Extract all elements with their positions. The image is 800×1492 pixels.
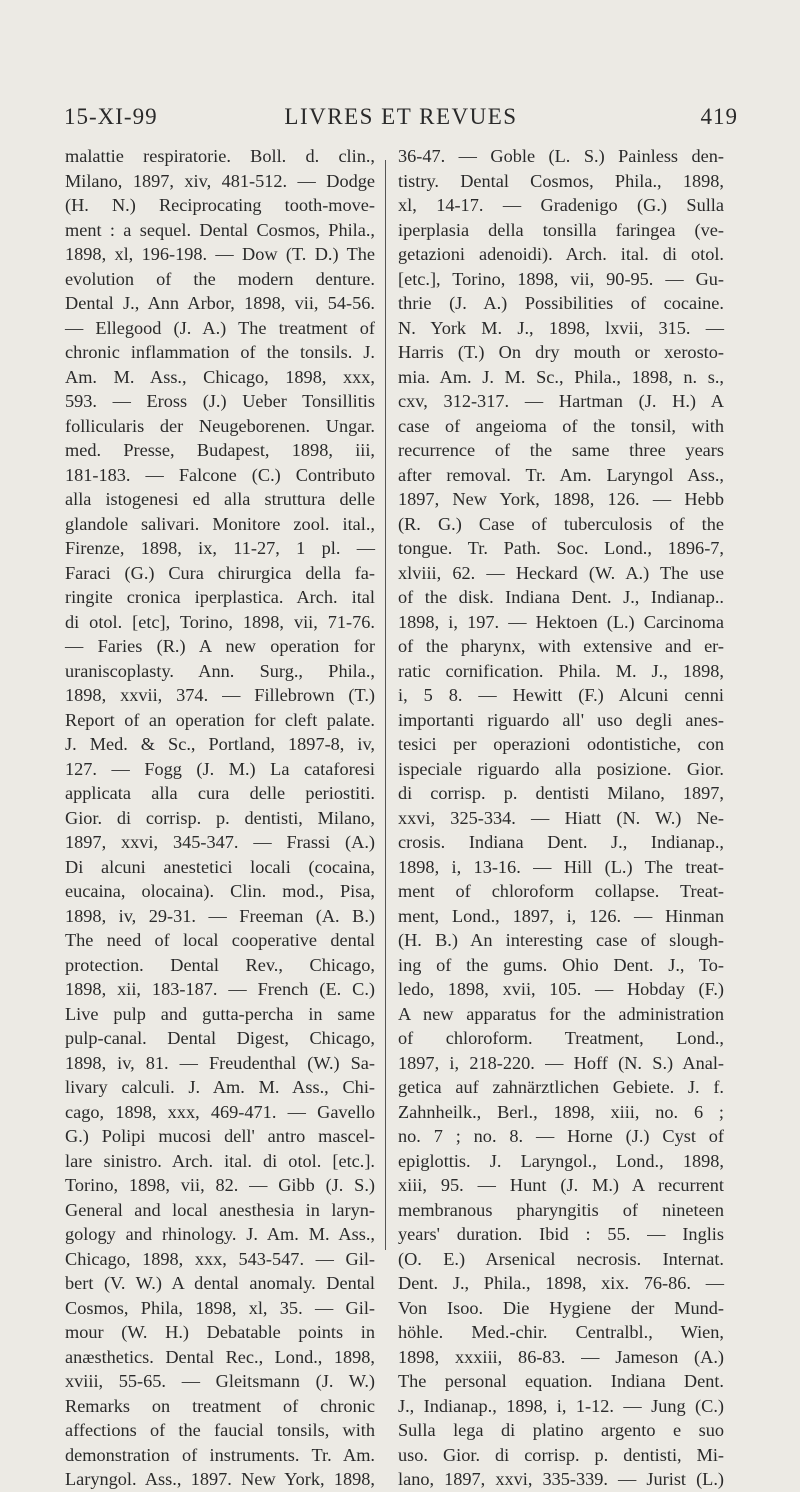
text-line: 127. — Fogg (J. M.) La cataforesi bbox=[65, 758, 375, 779]
text-line: evolution of the modern denture. bbox=[65, 268, 375, 289]
text-line: Firenze, 1898, ix, 11-27, 1 pl. — bbox=[65, 538, 375, 558]
text-line: höhle. Med.-chir. Centralbl., Wien, bbox=[398, 1322, 724, 1342]
text-line: ringite cronica iperplastica. Arch. ital bbox=[65, 587, 375, 607]
text-line: (H. B.) An interesting case of slough- bbox=[398, 930, 724, 950]
text-line: Sulla lega di platino argento e suo bbox=[398, 1420, 724, 1440]
text-line: Von Isoo. Die Hygiene der Mund- bbox=[398, 1297, 724, 1318]
text-line: mour (W. H.) Debatable points in bbox=[65, 1322, 375, 1342]
text-line: 1898, iv, 81. — Freudenthal (W.) Sa- bbox=[65, 1052, 375, 1073]
text-line: ment of chloroform collapse. Treat- bbox=[398, 881, 724, 901]
text-line: recurrence of the same three years bbox=[398, 440, 724, 460]
column-divider bbox=[385, 160, 386, 1250]
text-line: — Faries (R.) A new operation for bbox=[65, 636, 375, 656]
text-line: 1897, i, 218-220. — Hoff (N. S.) Anal- bbox=[398, 1052, 724, 1073]
text-line: malattie respiratorie. Boll. d. clin., bbox=[65, 146, 375, 166]
text-line: 593. — Eross (J.) Ueber Tonsillitis bbox=[65, 391, 375, 411]
text-line: Dent. J., Phila., 1898, xix. 76-86. — bbox=[398, 1273, 724, 1293]
text-line: no. 7 ; no. 8. — Horne (J.) Cyst of bbox=[398, 1126, 724, 1146]
text-line: J. Med. & Sc., Portland, 1897-8, iv, bbox=[65, 734, 375, 754]
text-line: thrie (J. A.) Possibilities of cocaine. bbox=[398, 293, 724, 313]
text-line: ment, Lond., 1897, i, 126. — Hinman bbox=[398, 905, 724, 926]
text-line: cago, 1898, xxx, 469-471. — Gavello bbox=[65, 1101, 375, 1122]
text-line: i, 5 8. — Hewitt (F.) Alcuni cenni bbox=[398, 685, 724, 705]
text-line: Faraci (G.) Cura chirurgica della fa- bbox=[65, 562, 375, 583]
text-line: of the disk. Indiana Dent. J., Indianap.. bbox=[398, 587, 724, 607]
text-line: importanti riguardo all' uso degli anes- bbox=[398, 709, 724, 730]
text-line: anæsthetics. Dental Rec., Lond., 1898, bbox=[65, 1346, 375, 1367]
text-line: lare sinistro. Arch. ital. di otol. [etc.]. bbox=[65, 1150, 375, 1171]
text-line: (R. G.) Case of tuberculosis of the bbox=[398, 513, 724, 534]
left-text-column bbox=[65, 144, 375, 1492]
text-line: tongue. Tr. Path. Soc. Lond., 1896-7, bbox=[398, 538, 724, 558]
text-line: ledo, 1898, xvii, 105. — Hobday (F.) bbox=[398, 979, 724, 999]
text-line: 1898, iv, 29-31. — Freeman (A. B.) bbox=[65, 905, 375, 926]
text-line: xlviii, 62. — Heckard (W. A.) The use bbox=[398, 562, 724, 583]
running-title: LIVRES ET REVUES bbox=[284, 104, 518, 129]
text-line: uraniscoplasty. Ann. Surg., Phila., bbox=[65, 660, 375, 681]
text-line: di corrisp. p. dentisti Milano, 1897, bbox=[398, 783, 724, 803]
text-line: tistry. Dental Cosmos, Phila., 1898, bbox=[398, 170, 724, 191]
text-line: bert (V. W.) A dental anomaly. Dental bbox=[65, 1273, 375, 1293]
text-line: 1897, xxvi, 345-347. — Frassi (A.) bbox=[65, 832, 375, 852]
page-number: 419 bbox=[700, 104, 738, 129]
text-line: xiii, 95. — Hunt (J. M.) A recurrent bbox=[398, 1175, 724, 1195]
text-line: eucaina, olocaina). Clin. mod., Pisa, bbox=[65, 881, 375, 901]
text-line: Dental J., Ann Arbor, 1898, vii, 54-56. bbox=[65, 293, 375, 313]
text-line: mia. Am. J. M. Sc., Phila., 1898, n. s., bbox=[398, 366, 724, 387]
text-line: ing of the gums. Ohio Dent. J., To- bbox=[398, 954, 724, 975]
text-line: membranous pharyngitis of nineteen bbox=[398, 1199, 724, 1220]
text-line: xviii, 55-65. — Gleitsmann (J. W.) bbox=[65, 1371, 375, 1391]
text-line: of chloroform. Treatment, Lond., bbox=[398, 1028, 724, 1048]
text-line: 1898, xl, 196-198. — Dow (T. D.) The bbox=[65, 244, 375, 264]
text-line: gology and rhinology. J. Am. M. Ass., bbox=[65, 1224, 375, 1244]
text-line: demonstration of instruments. Tr. Am. bbox=[65, 1444, 375, 1465]
text-line: med. Presse, Budapest, 1898, iii, bbox=[65, 440, 375, 460]
text-line: 1898, i, 13-16. — Hill (L.) The treat- bbox=[398, 856, 724, 877]
right-text-column bbox=[398, 144, 724, 1492]
text-line: protection. Dental Rev., Chicago, bbox=[65, 954, 375, 975]
text-line: The personal equation. Indiana Dent. bbox=[398, 1371, 724, 1391]
text-line: N. York M. J., 1898, lxvii, 315. — bbox=[398, 317, 724, 338]
text-line: xl, 14-17. — Gradenigo (G.) Sulla bbox=[398, 195, 724, 215]
text-line: The need of local cooperative dental bbox=[65, 930, 375, 950]
text-line: 1897, New York, 1898, 126. — Hebb bbox=[398, 489, 724, 509]
text-line: 1898, xxxiii, 86-83. — Jameson (A.) bbox=[398, 1346, 724, 1367]
issue-date: 15-XI-99 bbox=[64, 104, 158, 129]
text-line: lano, 1897, xxvi, 335-339. — Jurist (L.) bbox=[398, 1469, 724, 1489]
text-line: applicata alla cura delle periostiti. bbox=[65, 783, 375, 803]
text-line: glandole salivari. Monitore zool. ital., bbox=[65, 513, 375, 534]
text-line: [etc.], Torino, 1898, vii, 90-95. — Gu- bbox=[398, 268, 724, 289]
text-line: 1898, i, 197. — Hektoen (L.) Carcinoma bbox=[398, 611, 724, 632]
text-line: livary calculi. J. Am. M. Ass., Chi- bbox=[65, 1077, 375, 1097]
text-line: iperplasia della tonsilla faringea (ve- bbox=[398, 219, 724, 240]
text-line: years' duration. Ibid : 55. — Inglis bbox=[398, 1224, 724, 1244]
text-line: Cosmos, Phila, 1898, xl, 35. — Gil- bbox=[65, 1297, 375, 1318]
text-line: Live pulp and gutta-percha in same bbox=[65, 1003, 375, 1024]
text-line: Am. M. Ass., Chicago, 1898, xxx, bbox=[65, 366, 375, 387]
text-line: xxvi, 325-334. — Hiatt (N. W.) Ne- bbox=[398, 807, 724, 828]
text-line: tesici per operazioni odontistiche, con bbox=[398, 734, 724, 754]
text-line: Zahnheilk., Berl., 1898, xiii, no. 6 ; bbox=[398, 1101, 724, 1122]
text-line: crosis. Indiana Dent. J., Indianap., bbox=[398, 832, 724, 852]
text-line: Milano, 1897, xiv, 481-512. — Dodge bbox=[65, 170, 375, 191]
text-line: Di alcuni anestetici locali (cocaina, bbox=[65, 856, 375, 877]
text-line: chronic inflammation of the tonsils. J. bbox=[65, 342, 375, 362]
text-line: Report of an operation for cleft palate. bbox=[65, 709, 375, 730]
text-line: getica auf zahnärztlichen Gebiete. J. f. bbox=[398, 1077, 724, 1097]
text-line: Remarks on treatment of chronic bbox=[65, 1395, 375, 1416]
text-line: after removal. Tr. Am. Laryngol Ass., bbox=[398, 464, 724, 485]
text-line: 181-183. — Falcone (C.) Contributo bbox=[65, 464, 375, 485]
text-line: of the pharynx, with extensive and er- bbox=[398, 636, 724, 656]
text-line: (O. E.) Arsenical necrosis. Internat. bbox=[398, 1248, 724, 1269]
text-line: cxv, 312-317. — Hartman (J. H.) A bbox=[398, 391, 724, 411]
text-line: Laryngol. Ass., 1897. New York, 1898, bbox=[65, 1469, 375, 1489]
text-line: alla istogenesi ed alla struttura delle bbox=[65, 489, 375, 509]
text-line: G.) Polipi mucosi dell' antro mascel- bbox=[65, 1126, 375, 1146]
text-line: uso. Gior. di corrisp. p. dentisti, Mi- bbox=[398, 1444, 724, 1465]
text-line: J., Indianap., 1898, i, 1-12. — Jung (C.) bbox=[398, 1395, 724, 1416]
text-line: ispeciale riguardo alla posizione. Gior. bbox=[398, 758, 724, 779]
page-header bbox=[64, 104, 738, 138]
text-line: ratic cornification. Phila. M. J., 1898, bbox=[398, 660, 724, 681]
text-line: 1898, xxvii, 374. — Fillebrown (T.) bbox=[65, 685, 375, 705]
text-line: — Ellegood (J. A.) The treatment of bbox=[65, 317, 375, 338]
text-line: epiglottis. J. Laryngol., Lond., 1898, bbox=[398, 1150, 724, 1171]
text-line: di otol. [etc], Torino, 1898, vii, 71-76. bbox=[65, 611, 375, 632]
text-line: A new apparatus for the administration bbox=[398, 1003, 724, 1024]
text-line: getazioni adenoidi). Arch. ital. di otol. bbox=[398, 244, 724, 264]
text-line: ment : a sequel. Dental Cosmos, Phila., bbox=[65, 219, 375, 240]
text-line: 1898, xii, 183-187. — French (E. C.) bbox=[65, 979, 375, 999]
text-line: case of angeioma of the tonsil, with bbox=[398, 415, 724, 436]
text-line: General and local anesthesia in laryn- bbox=[65, 1199, 375, 1220]
text-line: Chicago, 1898, xxx, 543-547. — Gil- bbox=[65, 1248, 375, 1269]
text-line: Gior. di corrisp. p. dentisti, Milano, bbox=[65, 807, 375, 828]
text-line: pulp-canal. Dental Digest, Chicago, bbox=[65, 1028, 375, 1048]
text-line: Torino, 1898, vii, 82. — Gibb (J. S.) bbox=[65, 1175, 375, 1195]
text-line: Harris (T.) On dry mouth or xerosto- bbox=[398, 342, 724, 362]
text-line: affections of the faucial tonsils, with bbox=[65, 1420, 375, 1440]
text-line: follicularis der Neugeborenen. Ungar. bbox=[65, 415, 375, 436]
text-line: (H. N.) Reciprocating tooth-move- bbox=[65, 195, 375, 215]
text-line: 36-47. — Goble (L. S.) Painless den- bbox=[398, 146, 724, 166]
